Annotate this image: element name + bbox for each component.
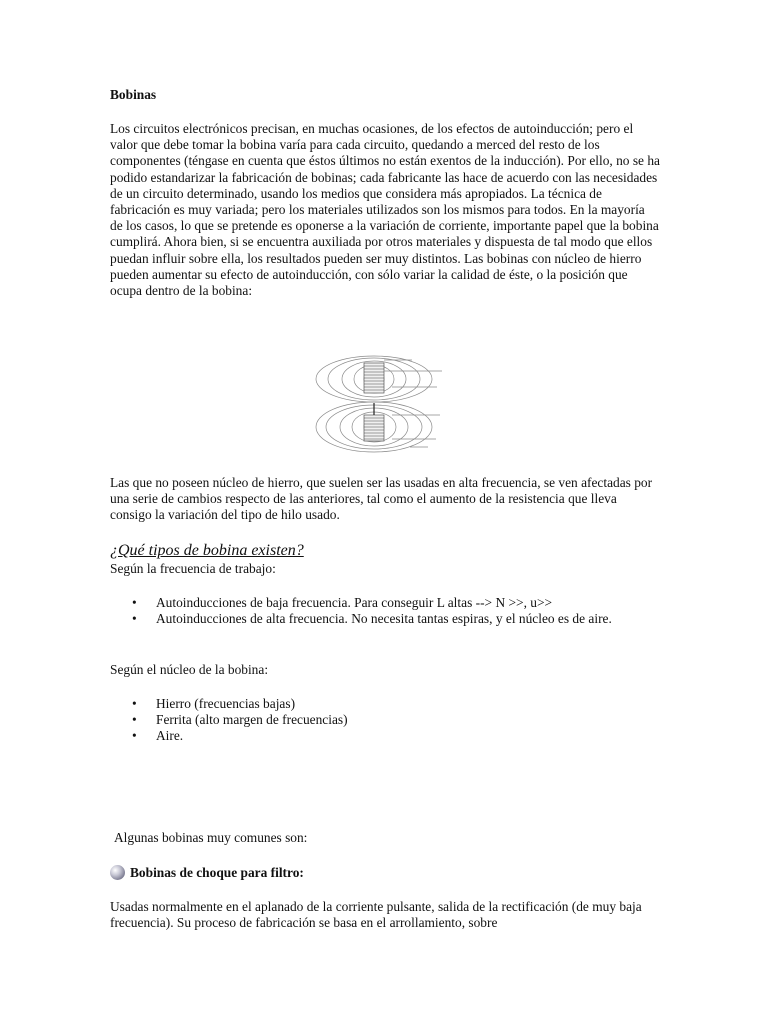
frequency-list: [110, 595, 660, 627]
sphere-bullet-icon: [110, 865, 125, 880]
document-title: Bobinas: [110, 87, 157, 102]
list-item: • Autoinducciones de alta frecuencia. No necesita tantas espiras, y el núcleo es de aire.: [132, 611, 612, 627]
air-core-paragraph: Las que no poseen núcleo de hierro, que suelen ser las usadas en alta frecuencia, se ven afectadas por una serie de cambios respecto de las anteriores, tal como el aumento de la resistencia que lleva consigo la variación del tipo de hilo usado.: [110, 475, 653, 523]
common-coils-intro: Algunas bobinas muy comunes son:: [114, 830, 308, 845]
list-item: • Ferrita (alto margen de frecuencias): [132, 712, 348, 728]
choke-coil-paragraph: Usadas normalmente en el aplanado de la corriente pulsante, salida de la rectificación (de muy baja frecuencia). Su proceso de fabricación se basa en el arrollamiento, sobre: [110, 899, 642, 931]
intro-paragraph: Los circuitos electrónicos precisan, en muchas ocasiones, de los efectos de autoinducción; pero el valor que debe tomar la bobina varía para cada circuito, quedando a merced del resto de los componentes (téngase en cuenta que éstos últimos no están exentos de la inducción). Por ello, no se ha podido estandarizar la fabricación de bobinas; cada fabricante las hace de acuerdo con las necesidades de un circuito determinado, usando los medios que considera más apropiados. La técnica de fabricación es muy variada; pero los materiales utilizados son los mismos para todos. En la mayoría de los casos, lo que se pretende es oponerse a la variación de corriente, importante papel que la bobina cumplirá. Ahora bien, si se encuentra auxiliada por otros materiales y dispuesta de tal modo que ellos puedan influir sobre ella, los resultados pueden ser muy distintos. Las bobinas con núcleo de hierro pueden aumentar su efecto de autoinducción, con sólo variar la calidad de éste, o la posición que ocupa dentro de la bobina:: [110, 121, 660, 299]
bullet: •: [132, 728, 137, 744]
bullet: •: [132, 611, 137, 627]
bullet: •: [132, 712, 137, 728]
types-heading: ¿Qué tipos de bobina existen?: [110, 542, 304, 559]
core-subheading: Según el núcleo de la bobina:: [110, 662, 269, 677]
bullet: •: [132, 696, 137, 711]
frequency-subheading: Según la frecuencia de trabajo:: [110, 561, 276, 576]
coil-diagram-icon: [312, 355, 460, 455]
bullet: •: [132, 595, 137, 610]
list-item: • Autoinducciones de baja frecuencia. Para conseguir L altas --> N >>, u>>: [132, 595, 553, 610]
core-list: [110, 696, 660, 745]
list-item: • Hierro (frecuencias bajas): [132, 696, 296, 711]
choke-coil-heading: Bobinas de choque para filtro:: [110, 865, 304, 881]
list-item: • Aire.: [132, 728, 184, 744]
